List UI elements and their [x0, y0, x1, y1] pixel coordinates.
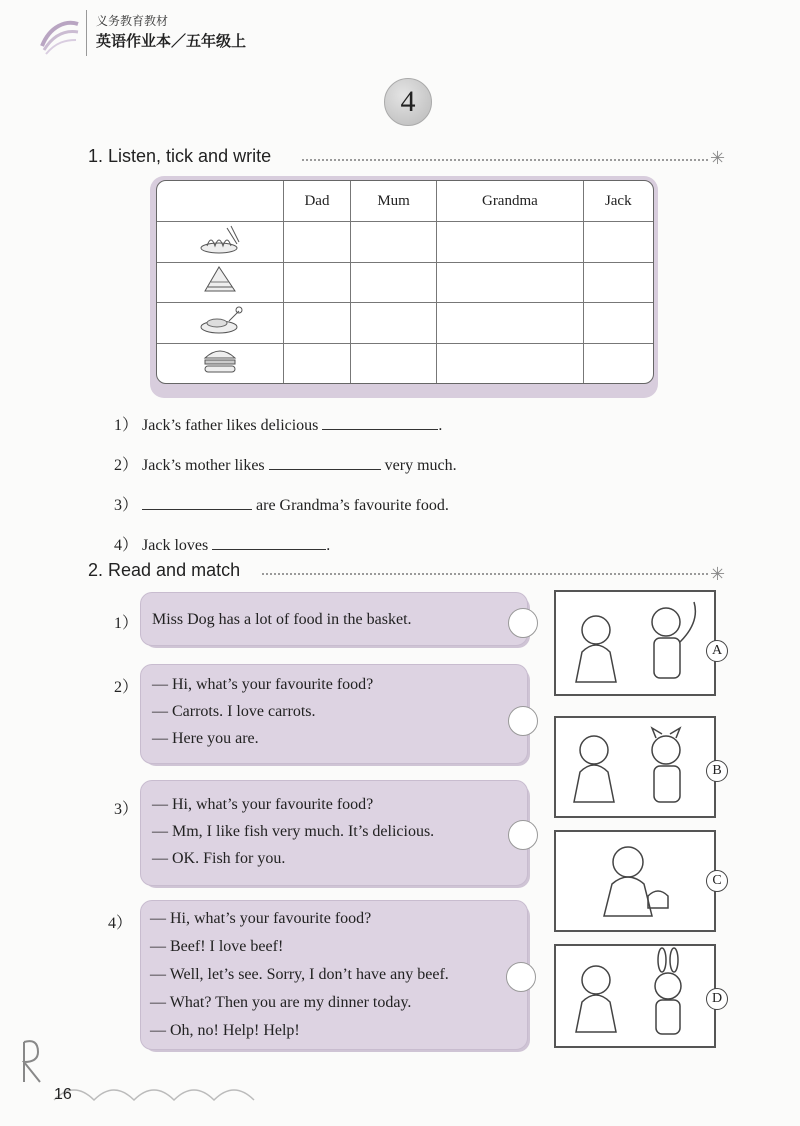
tick-cell[interactable] — [583, 303, 653, 344]
answer-blank[interactable] — [212, 535, 326, 550]
page-number: 16 — [54, 1086, 72, 1103]
table-row — [157, 262, 653, 303]
picture-a — [554, 590, 716, 696]
section1-title: 1. Listen, tick and write — [88, 146, 272, 166]
match-circle[interactable] — [508, 706, 538, 736]
tick-cell[interactable] — [284, 222, 351, 263]
table-header-cell: Dad — [284, 181, 351, 222]
cartoon-dog-with-basket-icon — [556, 832, 714, 930]
question-text: . — [438, 417, 443, 434]
tick-cell[interactable] — [437, 343, 583, 383]
dialogue-number: 1） — [114, 615, 139, 632]
dialogue-line: — OK. Fish for you. — [152, 850, 286, 867]
tick-cell[interactable] — [437, 222, 583, 263]
table-header-cell — [157, 181, 284, 222]
tick-cell[interactable] — [437, 262, 583, 303]
section2-title: 2. Read and match — [88, 560, 241, 580]
dialogue-line: — Beef! I love beef! — [150, 938, 284, 955]
picture-b — [554, 716, 716, 818]
series-title: 义务教育教材 — [96, 14, 169, 28]
tick-cell[interactable] — [284, 343, 351, 383]
unit-badge: 4 — [384, 78, 432, 126]
tick-cell[interactable] — [583, 343, 653, 383]
table-row — [157, 222, 653, 263]
listening-table — [156, 180, 654, 384]
dialogue-number: 4） — [108, 915, 133, 932]
picture-label: D — [706, 988, 728, 1010]
table-row — [157, 343, 653, 383]
picture-d — [554, 944, 716, 1048]
question-number: 4） — [114, 537, 139, 554]
tick-cell[interactable] — [350, 222, 436, 263]
answer-blank[interactable] — [142, 495, 252, 510]
book-title: 英语作业本／五年级上 — [96, 34, 247, 50]
answer-blank[interactable] — [269, 455, 381, 470]
cartoon-dog-and-cat-icon — [556, 718, 714, 816]
question-number: 2） — [114, 457, 139, 474]
tick-cell[interactable] — [583, 262, 653, 303]
tick-cell[interactable] — [350, 343, 436, 383]
picture-label: B — [706, 760, 728, 782]
table-row — [157, 303, 653, 344]
question-number: 3） — [114, 497, 139, 514]
tick-cell[interactable] — [437, 303, 583, 344]
question-text: Jack’s mother likes — [142, 457, 265, 474]
rice-icon — [157, 303, 284, 344]
dialogue-line: — Hi, what’s your favourite food? — [152, 796, 374, 813]
header-divider — [86, 10, 87, 56]
dialogue-line: — Mm, I like fish very much. It’s delicious. — [152, 823, 435, 840]
hamburger-icon — [157, 343, 284, 383]
tick-cell[interactable] — [350, 303, 436, 344]
dialogue-line: — What? Then you are my dinner today. — [150, 994, 412, 1011]
dialogue-line: Miss Dog has a lot of food in the basket. — [152, 611, 412, 628]
dialogue-line: — Well, let’s see. Sorry, I don’t have any beef. — [150, 966, 449, 983]
match-circle[interactable] — [508, 820, 538, 850]
dialogue-line: — Here you are. — [152, 730, 259, 747]
question-text: Jack loves — [142, 537, 209, 554]
dialogue-line: — Oh, no! Help! Help! — [150, 1022, 300, 1039]
dialogue-number: 3） — [114, 801, 139, 818]
question-text: Jack’s father likes delicious — [142, 417, 319, 434]
cartoon-dog-and-rabbit-icon — [556, 946, 714, 1046]
cartoon-dog-and-tiger-icon — [556, 592, 714, 694]
table-header-cell: Grandma — [437, 181, 583, 222]
dialogue-line: — Hi, what’s your favourite food? — [152, 676, 374, 693]
tick-cell[interactable] — [284, 303, 351, 344]
star-icon: ✳ — [710, 148, 726, 168]
question-3 — [114, 492, 449, 515]
section2-dotted-rule — [262, 573, 708, 575]
publisher-logo-icon — [36, 16, 82, 56]
question-2 — [114, 452, 457, 475]
question-text: . — [326, 537, 331, 554]
match-circle[interactable] — [506, 962, 536, 992]
question-text: are Grandma’s favourite food. — [256, 497, 449, 514]
question-4 — [114, 532, 330, 555]
star-icon: ✳ — [710, 564, 726, 584]
sandwich-icon — [157, 262, 284, 303]
answer-blank[interactable] — [322, 415, 438, 430]
question-text: very much. — [384, 457, 457, 474]
picture-c — [554, 830, 716, 932]
dialogue-number: 2） — [114, 679, 139, 696]
footer-swirl-icon — [14, 1030, 434, 1120]
table-header-cell: Mum — [350, 181, 436, 222]
question-number: 1） — [114, 417, 139, 434]
tick-cell[interactable] — [350, 262, 436, 303]
question-1 — [114, 412, 442, 435]
noodles-icon — [157, 222, 284, 263]
section1-dotted-rule — [302, 159, 708, 161]
dialogue-line: — Carrots. I love carrots. — [152, 703, 316, 720]
table-header-row — [157, 181, 653, 222]
tick-cell[interactable] — [583, 222, 653, 263]
table-header-cell: Jack — [583, 181, 653, 222]
picture-label: C — [706, 870, 728, 892]
dialogue-line: — Hi, what’s your favourite food? — [150, 910, 372, 927]
picture-label: A — [706, 640, 728, 662]
tick-cell[interactable] — [284, 262, 351, 303]
match-circle[interactable] — [508, 608, 538, 638]
